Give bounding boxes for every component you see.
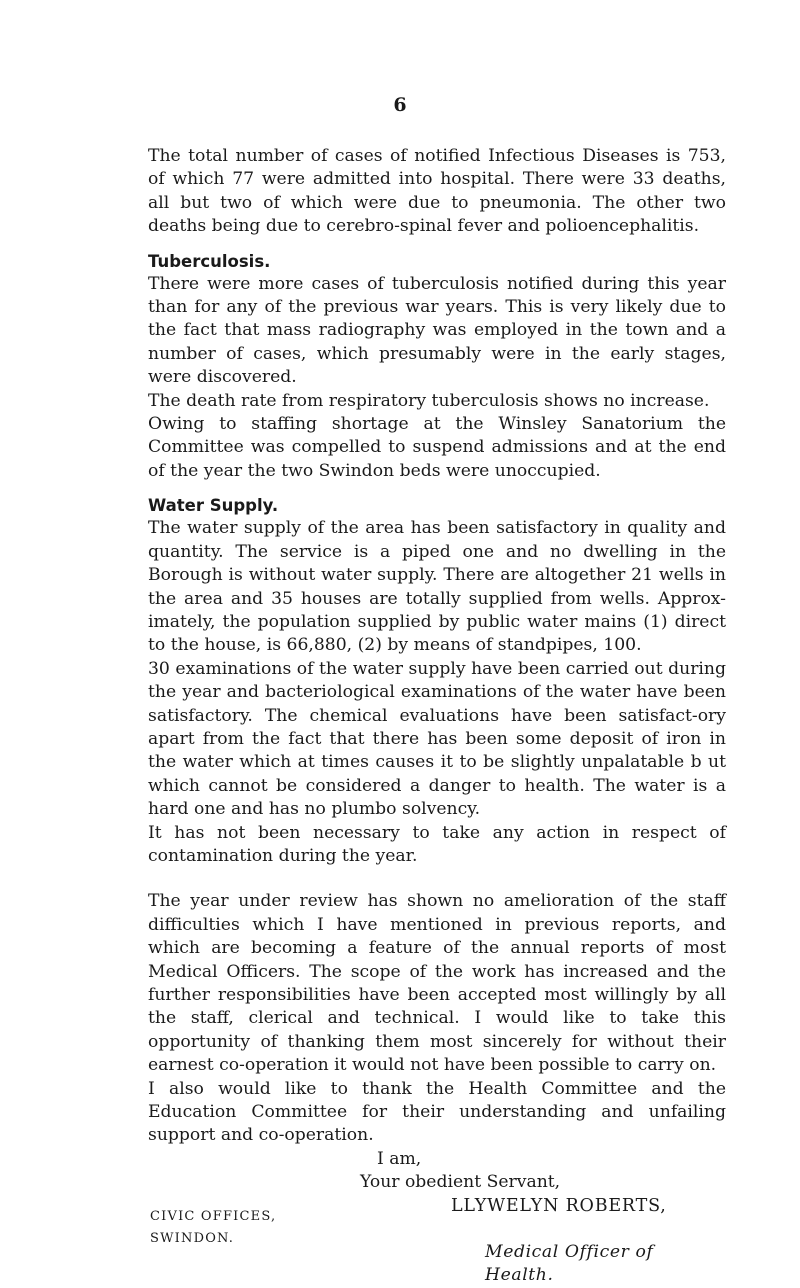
staff-paragraph-1: The year under review has shown no amelioration of the staff difficulties which I have mentioned in previous reports, and which are becoming a feature of the annual reports of most Medical Officers. The scope of the work has increased and the further responsibilities have been accepted most willingly by all the staff, clerical and technical. I would like to take this opportunity of thanking them most sincerely for without their earnest co-operation it would not have been possible to carry on. — [148, 891, 726, 1076]
section-gap — [148, 868, 726, 890]
water-supply-paragraph-2: 30 examinations of the water supply have been carried out during the year and bacteriological examinations of the water have been satisfactory. The chemical evaluations have been satisfact-ory apart from the fact that there has been some deposit of iron in the water which at times causes it to be slightly unpalatable b ut which cannot be considered a danger to health. The water is a hard one and has no plumbo solvency. — [148, 658, 726, 820]
water-supply-heading: Water Supply. — [148, 496, 279, 516]
intro-paragraph: The total number of cases of notified Infectious Diseases is 753, of which 77 were admitted into hospital. There were 33 deaths, all but two of which were due to pneumonia. The other two deaths being due to cerebro-spinal fever and polioencephalitis. — [148, 146, 726, 237]
address-line-2: SWINDON. — [150, 1231, 235, 1246]
water-supply-paragraph-1: The water supply of the area has been satisfactory in quality and quantity. The service is a piped one and no dwelling in the Borough is without water supply. There are altogether 21 wells in the area and 35 houses are totally supplied from wells. Approx-imately, the population supplied by public water mains (1) direct to the house, is 66,880, (2) by means of standpipes, 100. — [148, 518, 726, 656]
signatory-title: Medical Officer of Health. — [485, 1241, 654, 1286]
closing-servant: Your obedient Servant, — [360, 1172, 561, 1193]
report-body — [148, 145, 726, 1286]
signatory-name: LLYWELYN ROBERTS, — [451, 1195, 667, 1216]
tuberculosis-paragraph-3: Owing to staffing shortage at the Winsley Sanatorium the Committee was compelled to suspend admissions and at the end of the year the two Swindon beds were unoccupied. — [148, 414, 726, 481]
office-address — [150, 1206, 276, 1250]
water-supply-paragraph-3: It has not been necessary to take any action in respect of contamination during the year. — [148, 822, 726, 866]
tuberculosis-paragraph-1: There were more cases of tuberculosis notified during this year than for any of the previous war years. This is very likely due to the fact that mass radiography was employed in the town and a number of cases, which presumably were in the early stages, were discovered. — [148, 273, 726, 388]
address-line-1: CIVIC OFFICES, — [150, 1209, 277, 1224]
tuberculosis-paragraph-2: The death rate from respiratory tuberculosis shows no increase. — [148, 390, 710, 411]
tuberculosis-heading: Tuberculosis. — [148, 251, 271, 271]
page-number: 6 — [393, 94, 407, 116]
staff-paragraph-2: I also would like to thank the Health Committee and the Education Committee for their understanding and unfailing support and co-operation. — [148, 1078, 726, 1146]
closing-i-am: I am, — [377, 1148, 422, 1169]
